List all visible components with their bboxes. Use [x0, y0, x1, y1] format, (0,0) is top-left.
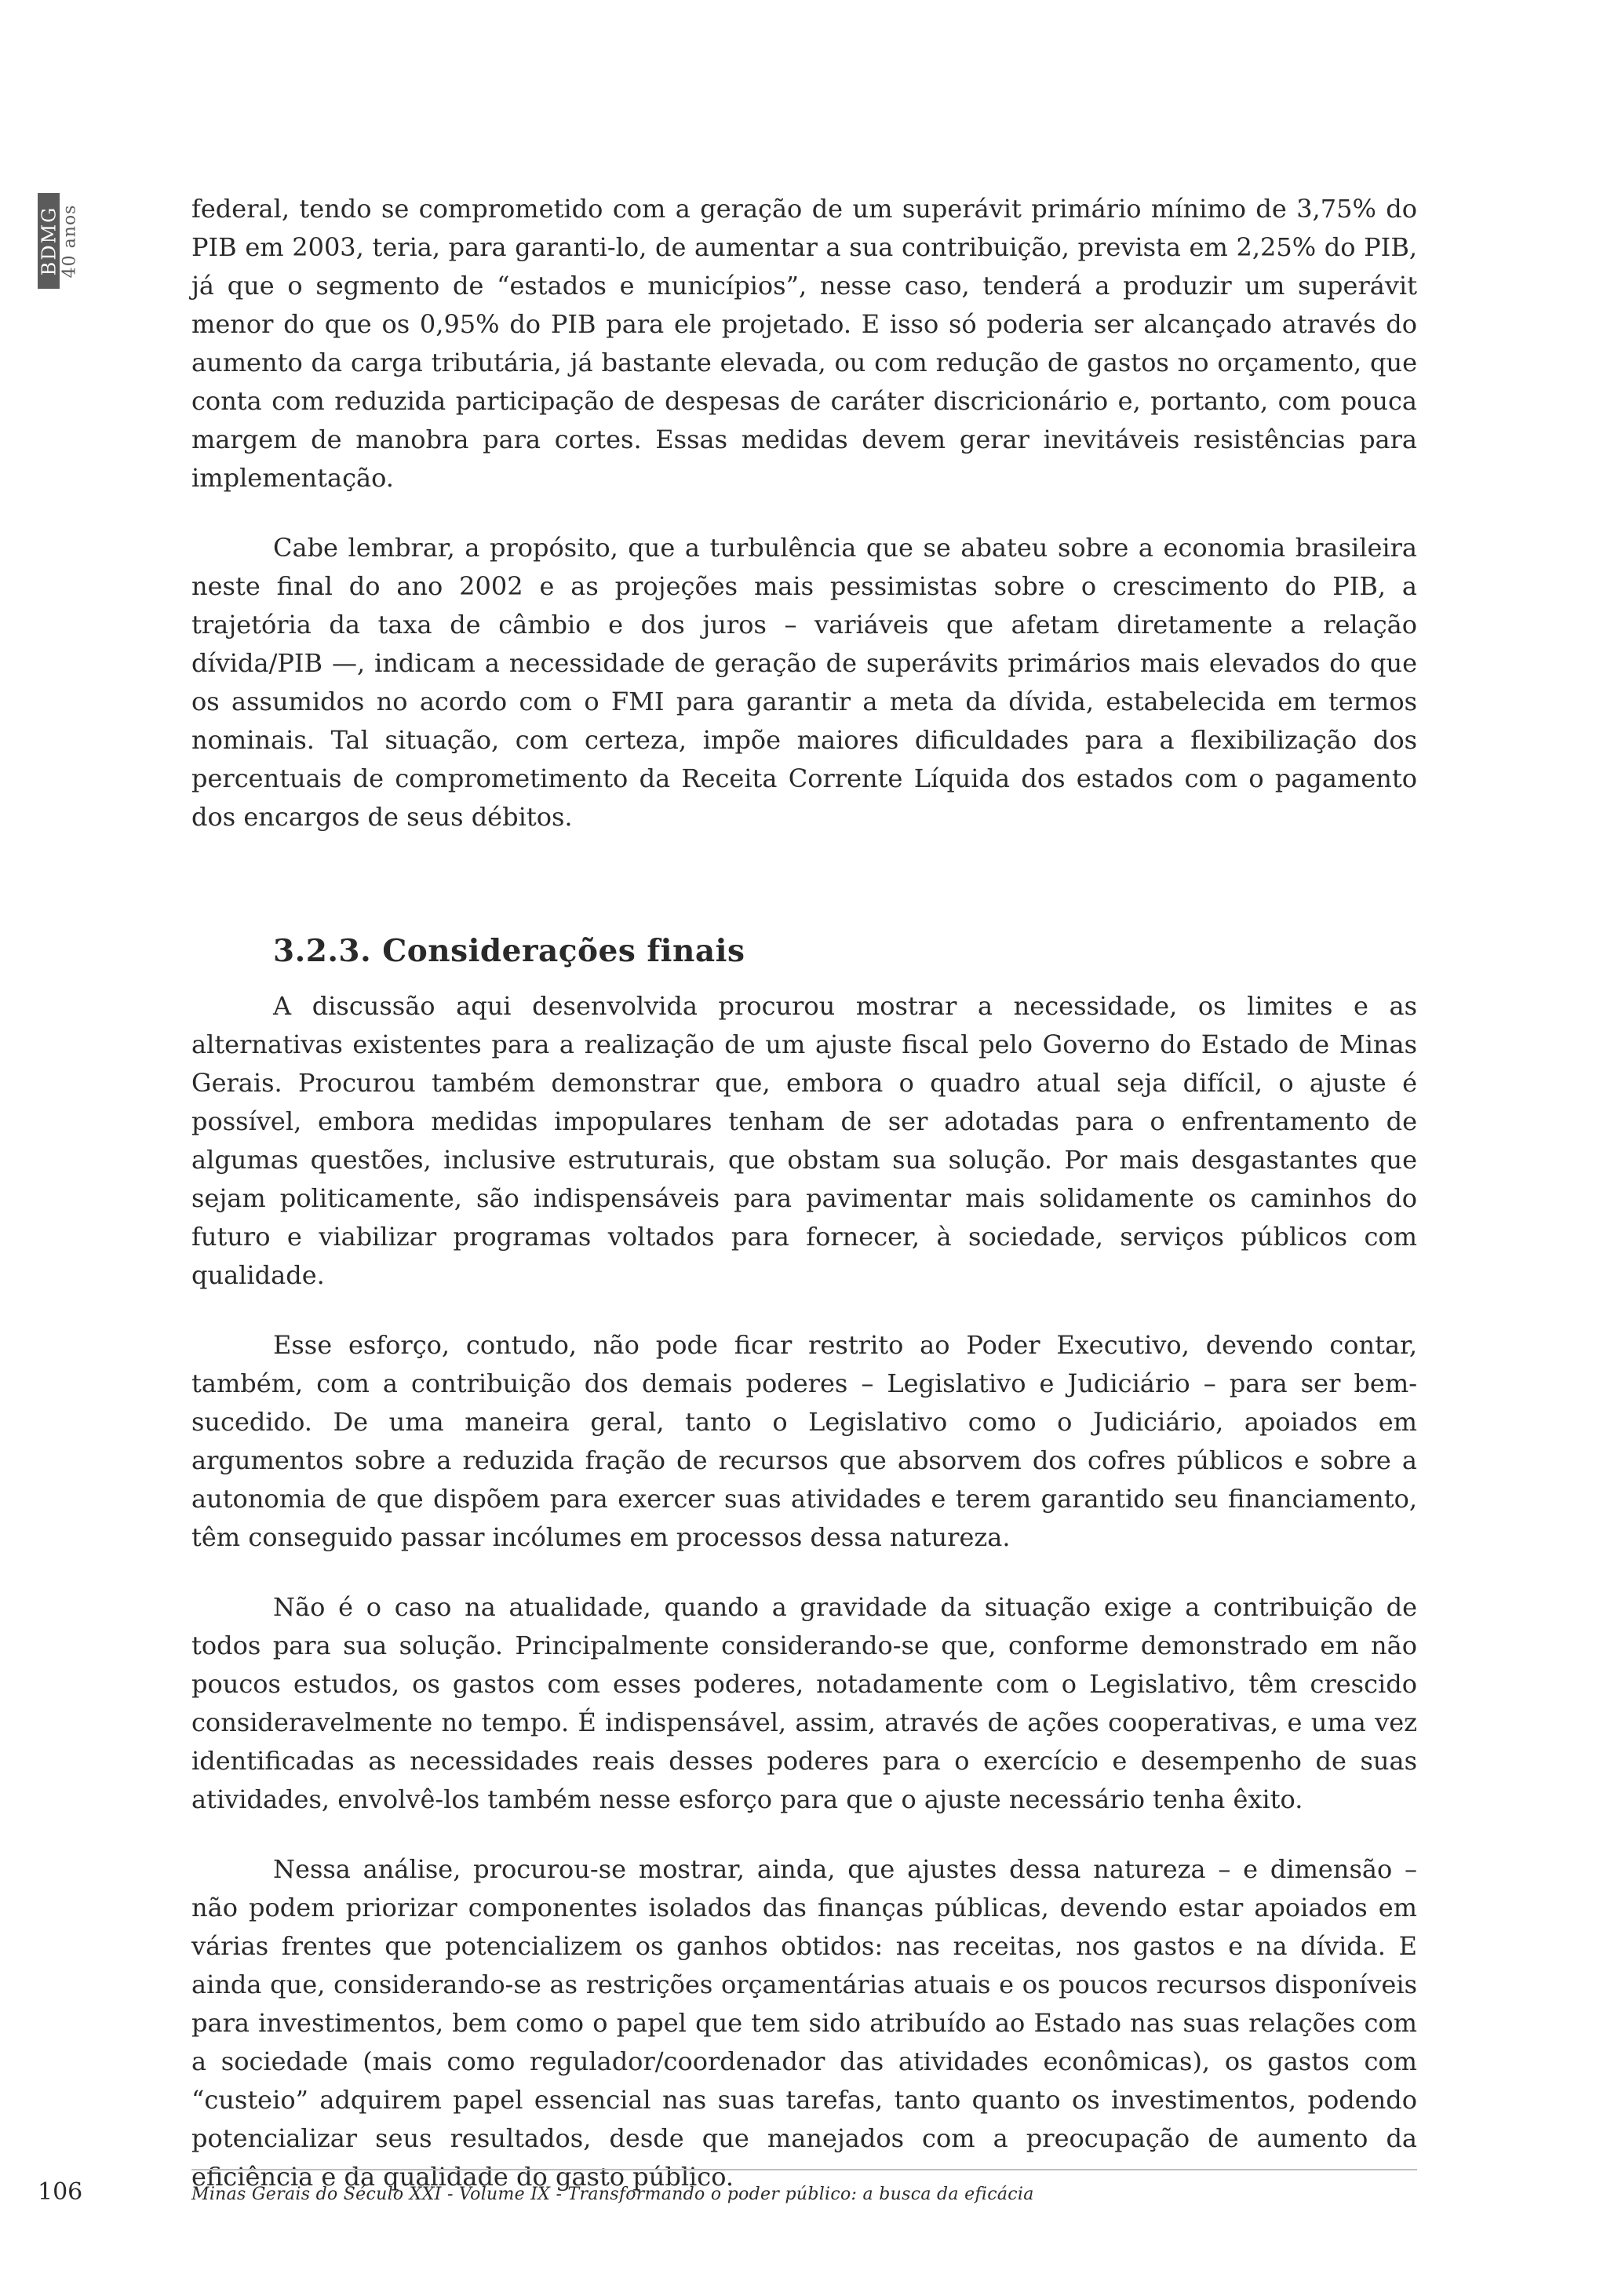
section-heading: 3.2.3. Considerações finais [273, 933, 745, 969]
badge-org-block [38, 193, 60, 289]
side-badge [38, 193, 80, 289]
body-paragraph: federal, tendo se comprometido com a geração de um superávit primário mínimo de 3,75% do PIB em 2003, teria, para garanti-lo, de aumentar a sua contribuição, prevista em 2,25% do PIB, já que o segmento de “estados e municípios”, nesse caso, tenderá a produzir um superávit menor do que os 0,95% do PIB para ele projetado. E isso só poderia ser alcançado através do aumento da carga tributária, já bastante elevada, ou com redução de gastos no orçamento, que conta com reduzida participação de despesas de caráter discricionário e, portanto, com pouca margem de manobra para cortes. Essas medidas devem gerar inevitáveis resistências para implementação. [191, 194, 1417, 493]
badge-subtitle-block [61, 193, 78, 289]
section-paragraph: Não é o caso na atualidade, quando a gravidade da situação exige a contribuição de todos para sua solução. Principalmente considerando-se que, conforme demonstrado em não poucos estudos, os gastos com esses poderes, notadamente com o Legislativo, têm crescido consideravelmente no tempo. É indispensável, assim, através de ações cooperativas, e uma vez identificadas as necessidades reais desses poderes para o exercício e desempenho de suas atividades, envolvê-los também nesse esforço para que o ajuste necessário tenha êxito. [191, 1592, 1417, 1814]
body-paragraph: Cabe lembrar, a propósito, que a turbulência que se abateu sobre a economia brasileira neste final do ano 2002 e as projeções mais pessimistas sobre o crescimento do PIB, a trajetória da taxa de câmbio e dos juros – variáveis que afetam diretamente a relação dívida/PIB —, indicam a necessidade de geração de superávits primários mais elevados do que os assumidos no acordo com o FMI para garantir a meta da dívida, estabelecida em termos nominais. Tal situação, com certeza, impõe maiores dificuldades para a flexibilização dos percentuais de comprometimento da Receita Corrente Líquida dos estados com o pagamento dos encargos de seus débitos. [191, 533, 1417, 832]
footer-running-title: Minas Gerais do Século XXI - Volume IX - Transformando o poder público: a busca da eficácia [191, 2185, 1034, 2204]
page-body [191, 190, 1417, 2228]
badge-org-label: BDMG [38, 206, 60, 276]
footer-divider [191, 2169, 1417, 2170]
section-paragraph: Esse esforço, contudo, não pode ficar restrito ao Poder Executivo, devendo contar, também, com a contribuição dos demais poderes – Legislativo e Judiciário – para ser bem-sucedido. De uma maneira geral, tanto o Legislativo como o Judiciário, apoiados em argumentos sobre a reduzida fração de recursos que absorvem dos cofres públicos e sobre a autonomia de que dispõem para exercer suas atividades e terem garantido seu financiamento, têm conseguido passar incólumes em processos dessa natureza. [191, 1330, 1417, 1552]
badge-subtitle-label: 40 anos [60, 204, 80, 278]
page-number: 106 [38, 2178, 83, 2206]
section-paragraph: A discussão aqui desenvolvida procurou mostrar a necessidade, os limites e as alternativas existentes para a realização de um ajuste fiscal pelo Governo do Estado de Minas Gerais. Procurou também demonstrar que, embora o quadro atual seja difícil, o ajuste é possível, embora medidas impopulares tenham de ser adotadas para o enfrentamento de algumas questões, inclusive estruturais, que obstam sua solução. Por mais desgastantes que sejam politicamente, são indispensáveis para pavimentar mais solidamente os caminhos do futuro e viabilizar programas voltados para fornecer, à sociedade, serviços públicos com qualidade. [191, 991, 1417, 1290]
section-paragraph: Nessa análise, procurou-se mostrar, ainda, que ajustes dessa natureza – e dimensão – não podem priorizar componentes isolados das finanças públicas, devendo estar apoiados em várias frentes que potencializem os ganhos obtidos: nas receitas, nos gastos e na dívida. E ainda que, considerando-se as restrições orçamentárias atuais e os poucos recursos disponíveis para investimentos, bem como o papel que tem sido atribuído ao Estado nas suas relações com a sociedade (mais como regulador/coordenador das atividades econômicas), os gastos com “custeio” adquirem papel essencial nas suas tarefas, tanto quanto os investimentos, podendo potencializar seus resultados, desde que manejados com a preocupação de aumento da eficiência e da qualidade do gasto público. [191, 1854, 1417, 2192]
